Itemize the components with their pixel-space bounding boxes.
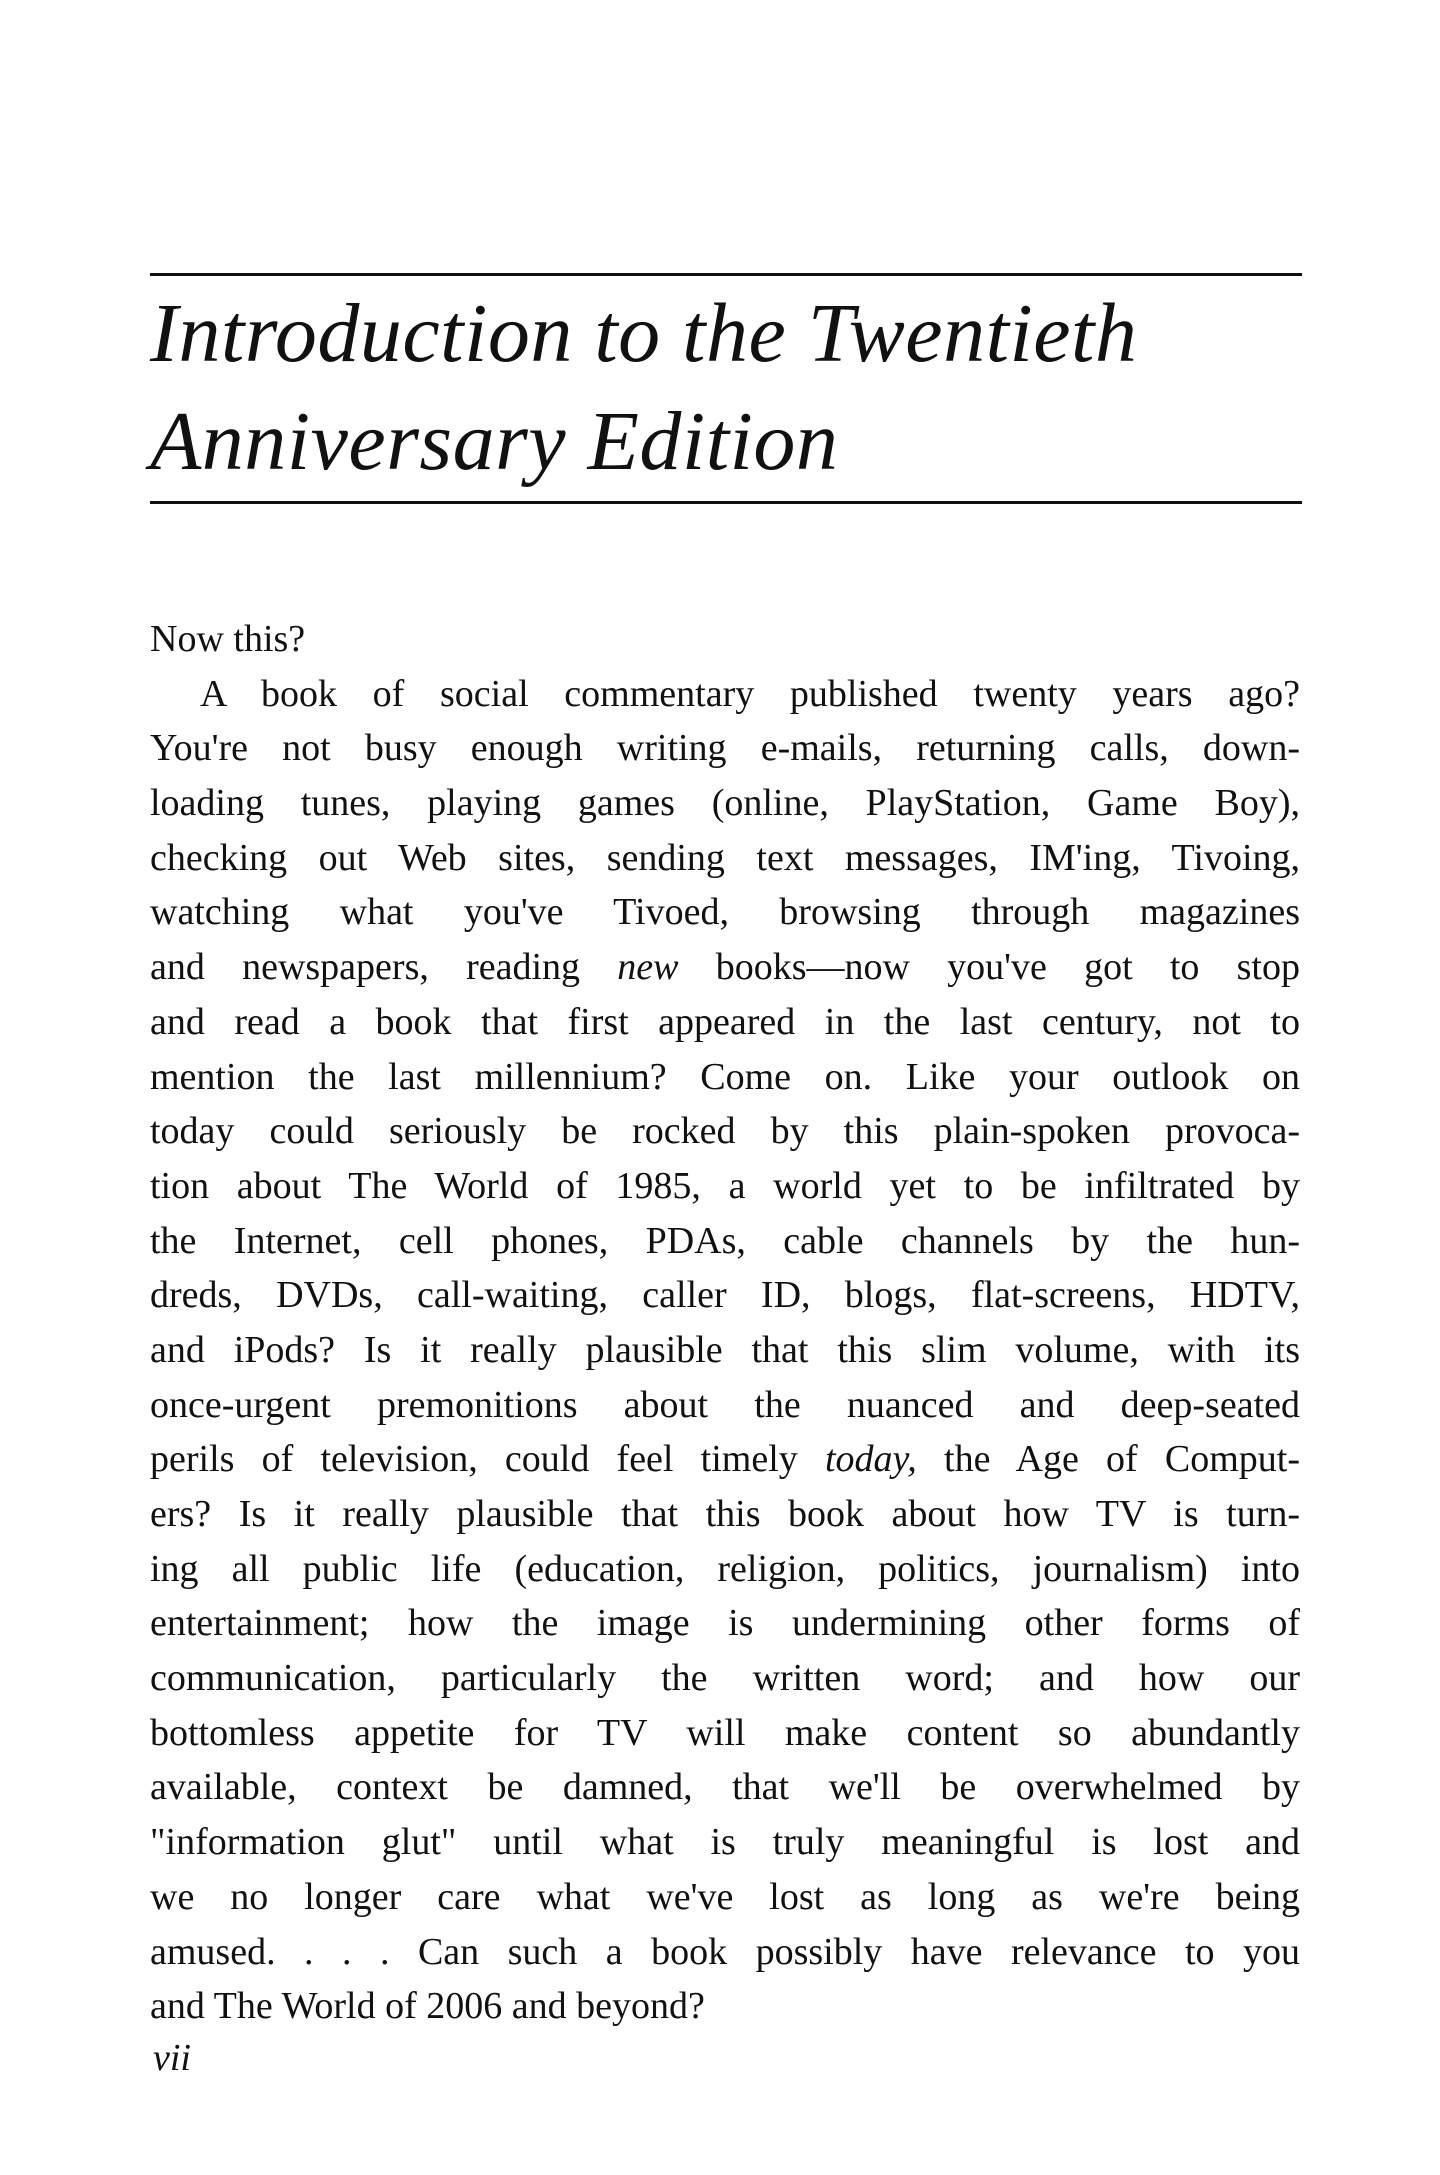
body-line: watching what you've Tivoed, browsing through magazines: [150, 891, 1300, 934]
body-line: bottomless appetite for TV will make content so abundantly: [150, 1711, 1300, 1754]
chapter-title: [150, 280, 1310, 496]
body-line: You're not busy enough writing e-mails, returning calls, down-: [150, 727, 1300, 770]
body-line: we no longer care what we've lost as long as we're being: [150, 1875, 1300, 1918]
body-line-mixed: [150, 1432, 1300, 1487]
body-line: and The World of 2006 and beyond?: [150, 1985, 705, 2028]
body-line: loading tunes, playing games (online, PlayStation, Game Boy),: [150, 782, 1300, 825]
body-line: and read a book that first appeared in the last century, not to: [150, 1000, 1300, 1043]
body-line-lead: and newspapers, reading: [150, 946, 618, 989]
body-line-mixed: [150, 940, 1300, 995]
body-text: [150, 612, 1300, 2034]
body-line-tail: the Age of Comput-: [916, 1438, 1301, 1481]
body-line: dreds, DVDs, call-waiting, caller ID, blogs, flat-screens, HDTV,: [150, 1274, 1300, 1317]
body-line: and iPods? Is it really plausible that this slim volume, with its: [150, 1328, 1300, 1371]
body-line: amused. . . . Can such a book possibly have relevance to you: [150, 1930, 1300, 1973]
body-line: communication, particularly the written word; and how our: [150, 1657, 1300, 1700]
emphasis-today: today,: [824, 1438, 917, 1481]
title-bottom-rule: [150, 501, 1302, 504]
body-line: mention the last millennium? Come on. Like your outlook on: [150, 1055, 1300, 1098]
emphasis-new: new: [617, 946, 679, 989]
chapter-title-line-1: Introduction to the Twentieth: [150, 287, 1138, 380]
body-line: ing all public life (education, religion, politics, journalism) into: [150, 1547, 1300, 1590]
body-line: A book of social commentary published twenty years ago?: [200, 672, 1300, 715]
body-line: checking out Web sites, sending text messages, IM'ing, Tivoing,: [150, 836, 1300, 879]
body-line: available, context be damned, that we'll be overwhelmed by: [150, 1766, 1300, 1809]
title-top-rule: [150, 273, 1302, 276]
body-line: ers? Is it really plausible that this book about how TV is turn-: [150, 1493, 1300, 1535]
body-line: today could seriously be rocked by this plain-spoken provoca-: [150, 1110, 1300, 1153]
body-line-tail: books—now you've got to stop: [678, 946, 1300, 989]
body-line: tion about The World of 1985, a world yet to be infiltrated by: [150, 1164, 1300, 1207]
body-line: the Internet, cell phones, PDAs, cable channels by the hun-: [150, 1219, 1300, 1262]
chapter-title-line-2: Anniversary Edition: [150, 395, 839, 488]
page-number: vii: [153, 2037, 191, 2079]
body-line-lead: perils of television, could feel timely: [150, 1438, 825, 1481]
body-line: entertainment; how the image is undermining other forms of: [150, 1602, 1300, 1645]
body-line: "information glut" until what is truly meaningful is lost and: [150, 1821, 1300, 1864]
body-line: Now this?: [150, 618, 306, 660]
body-line: once-urgent premonitions about the nuanced and deep-seated: [150, 1383, 1300, 1426]
